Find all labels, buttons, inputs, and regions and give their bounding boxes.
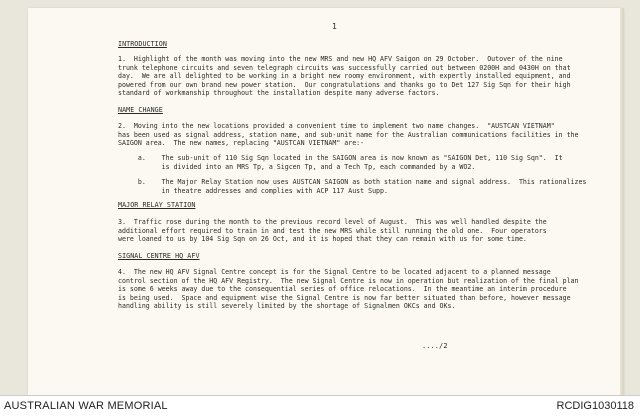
subparagraph-2b	[118, 178, 586, 195]
paragraph-line: is some 6 weeks away due to the consequential series of office relocations. In the meantime an interim procedure	[118, 285, 567, 294]
paragraph-line: control section of the HQ AFV Registry. The new Signal Centre is now in operation but realization of the final plan	[118, 276, 579, 285]
paragraph-line: 3. Traffic rose during the month to the previous record level of August. This was well handled despite the	[118, 218, 547, 226]
section-heading-signal-centre: SIGNAL CENTRE HQ AFV	[118, 252, 200, 260]
record-reference: RCDIG1030118	[556, 400, 634, 412]
paragraph-line: a. The sub-unit of 110 Sig Sqn located in the SAIGON area is now known as "SAIGON Det, 110 Sig Sqn". It	[118, 154, 563, 162]
paragraph-line: trunk telephone circuits and seven telegraph circuits was successfully carried out between 0200H and 0430H on that	[118, 63, 571, 72]
document-page	[28, 8, 622, 396]
paragraph-line: 2. Moving into the new locations provided a convenient time to implement two name changes. "AUSTCAN VIETNAM"	[118, 122, 555, 130]
continuation-marker: ..../2	[422, 342, 448, 350]
subparagraph-2a	[118, 154, 563, 171]
institution-name: AUSTRALIAN WAR MEMORIAL	[4, 400, 168, 412]
paragraph-line: were loaned to us by 104 Sig Sqn on 26 Oct, and it is hoped that they can remain with us for some time.	[118, 235, 527, 244]
paragraph-line: SAIGON area. The new names, replacing "AUSTCAN VIETNAM" are:-	[118, 139, 365, 148]
page-edge	[620, 8, 624, 396]
paragraph-line: has been used as signal address, station name, and sub-unit name for the Australian communications facilities in the	[118, 130, 579, 139]
paragraph-line: additional effort required to train in and test the new MRS while still running the old one. Four operators	[118, 226, 547, 235]
paragraph-line: is being used. Space and equipment wise the Signal Centre is now far better situated than before, however message	[118, 293, 571, 302]
paragraph-line: 1. Highlight of the month was moving into the new MRS and new HQ AFV Saigon on 29 October. Outover of the nine	[118, 55, 563, 63]
paragraph-line: standard of workmanship throughout the installation despite many adverse factors.	[118, 89, 440, 98]
paragraph-line: b. The Major Relay Station now uses AUSTCAN SAIGON as both station name and signal address. This rationalizes	[118, 178, 587, 186]
paragraph-line: handling ability is still severely limited by the shortage of Signalmen OKCs and OKs.	[118, 302, 456, 311]
paragraph-line: 4. The new HQ AFV Signal Centre concept is for the Signal Centre to be located adjacent to a planned message	[118, 268, 551, 276]
paragraph-line: is divided into an MRS Tp, a Sigcen Tp, and a Tech Tp, each commanded by a WO2.	[118, 162, 476, 171]
paragraph-line: day. We are all delighted to be working in a bright new roomy environment, with expertly installed equipment, and	[118, 72, 571, 81]
section-heading-introduction: INTRODUCTION	[118, 40, 167, 48]
paragraph-2	[118, 122, 579, 148]
archive-footer	[0, 395, 640, 416]
paragraph-4	[118, 268, 579, 311]
paragraph-1	[118, 55, 571, 98]
paragraph-3	[118, 218, 547, 244]
paragraph-line: in theatre addresses and complies with ACP 117 Aust Supp.	[118, 186, 388, 195]
section-heading-major-relay-station: MAJOR RELAY STATION	[118, 201, 196, 209]
paragraph-line: powered from our own brand new power station. Our congratulations and thanks go to Det 127 Sig Sqn for their high	[118, 80, 571, 89]
section-heading-name-change: NAME CHANGE	[118, 106, 163, 114]
page-number: 1	[332, 22, 337, 31]
